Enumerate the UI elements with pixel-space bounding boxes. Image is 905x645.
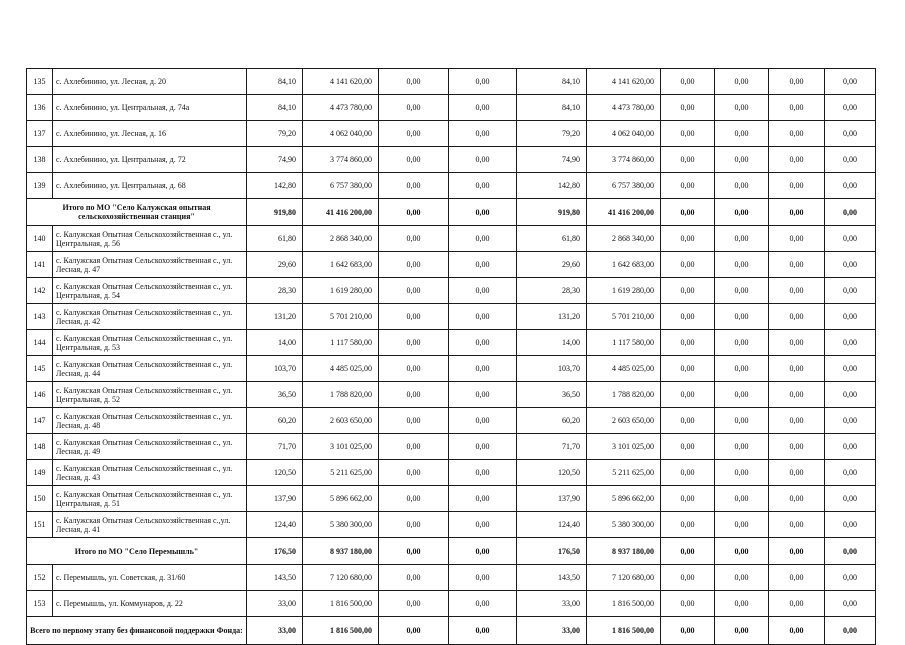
row-number: 151 — [27, 512, 53, 538]
value-cell: 4 473 780,00 — [587, 95, 661, 121]
value-cell: 33,00 — [247, 617, 303, 645]
value-cell: 0,00 — [715, 408, 769, 434]
value-cell: 0,00 — [449, 460, 517, 486]
value-cell: 0,00 — [715, 434, 769, 460]
value-cell: 0,00 — [449, 512, 517, 538]
value-cell: 1 642 683,00 — [303, 252, 379, 278]
value-cell: 0,00 — [379, 486, 449, 512]
value-cell: 41 416 200,00 — [587, 199, 661, 226]
value-cell: 0,00 — [715, 382, 769, 408]
row-number: 148 — [27, 434, 53, 460]
row-number: 140 — [27, 226, 53, 252]
row-number: 150 — [27, 486, 53, 512]
value-cell: 0,00 — [825, 173, 876, 199]
value-cell: 60,20 — [517, 408, 587, 434]
value-cell: 0,00 — [661, 408, 715, 434]
table-row — [27, 356, 876, 382]
value-cell: 0,00 — [715, 147, 769, 173]
value-cell: 0,00 — [769, 538, 825, 565]
address-cell: с. Ахлебинино, ул. Центральная, д. 72 — [53, 147, 247, 173]
value-cell: 0,00 — [825, 565, 876, 591]
row-number: 139 — [27, 173, 53, 199]
value-cell: 120,50 — [247, 460, 303, 486]
value-cell: 124,40 — [247, 512, 303, 538]
value-cell: 0,00 — [661, 538, 715, 565]
value-cell: 0,00 — [661, 226, 715, 252]
value-cell: 0,00 — [661, 199, 715, 226]
table-row — [27, 591, 876, 617]
address-cell: с. Перемышль, ул. Советская, д. 31/60 — [53, 565, 247, 591]
value-cell: 137,90 — [517, 486, 587, 512]
table-row — [27, 173, 876, 199]
value-cell: 0,00 — [661, 69, 715, 95]
value-cell: 4 473 780,00 — [303, 95, 379, 121]
value-cell: 84,10 — [517, 95, 587, 121]
value-cell: 0,00 — [769, 121, 825, 147]
value-cell: 7 120 680,00 — [303, 565, 379, 591]
value-cell: 0,00 — [769, 460, 825, 486]
value-cell: 176,50 — [247, 538, 303, 565]
value-cell: 71,70 — [247, 434, 303, 460]
value-cell: 2 603 650,00 — [303, 408, 379, 434]
value-cell: 142,80 — [517, 173, 587, 199]
value-cell: 143,50 — [517, 565, 587, 591]
value-cell: 0,00 — [379, 512, 449, 538]
value-cell: 79,20 — [247, 121, 303, 147]
table-row — [27, 330, 876, 356]
row-number: 143 — [27, 304, 53, 330]
value-cell: 0,00 — [449, 486, 517, 512]
value-cell: 60,20 — [247, 408, 303, 434]
value-cell: 33,00 — [517, 617, 587, 645]
value-cell: 1 619 280,00 — [587, 278, 661, 304]
value-cell: 5 380 300,00 — [587, 512, 661, 538]
value-cell: 0,00 — [769, 95, 825, 121]
value-cell: 143,50 — [247, 565, 303, 591]
address-cell: с. Калужская Опытная Сельскохозяйственная с., ул. Лесная, д. 43 — [53, 460, 247, 486]
value-cell: 0,00 — [769, 382, 825, 408]
value-cell: 0,00 — [825, 591, 876, 617]
row-number: 149 — [27, 460, 53, 486]
value-cell: 120,50 — [517, 460, 587, 486]
value-cell: 7 120 680,00 — [587, 565, 661, 591]
row-number: 141 — [27, 252, 53, 278]
value-cell: 1 816 500,00 — [303, 591, 379, 617]
address-cell: с. Калужская Опытная Сельскохозяйственная с., ул. Лесная, д. 44 — [53, 356, 247, 382]
value-cell: 41 416 200,00 — [303, 199, 379, 226]
address-cell: с. Ахлебинино, ул. Центральная, д. 74а — [53, 95, 247, 121]
value-cell: 1 816 500,00 — [303, 617, 379, 645]
value-cell: 0,00 — [449, 330, 517, 356]
value-cell: 0,00 — [379, 408, 449, 434]
value-cell: 33,00 — [517, 591, 587, 617]
subtotal-row — [27, 538, 876, 565]
value-cell: 0,00 — [449, 538, 517, 565]
value-cell: 0,00 — [769, 486, 825, 512]
value-cell: 0,00 — [661, 147, 715, 173]
value-cell: 0,00 — [769, 330, 825, 356]
table-row — [27, 486, 876, 512]
value-cell: 5 211 625,00 — [303, 460, 379, 486]
value-cell: 0,00 — [449, 95, 517, 121]
value-cell: 0,00 — [449, 252, 517, 278]
value-cell: 0,00 — [379, 460, 449, 486]
value-cell: 0,00 — [449, 591, 517, 617]
value-cell: 4 141 620,00 — [587, 69, 661, 95]
table-body — [27, 69, 876, 645]
subtotal-label: Итого по МО "Село Калужская опытная сельскохозяйственная станция" — [27, 199, 247, 226]
value-cell: 0,00 — [661, 591, 715, 617]
address-cell: с. Ахлебинино, ул. Центральная, д. 68 — [53, 173, 247, 199]
value-cell: 0,00 — [449, 356, 517, 382]
value-cell: 1 117 580,00 — [303, 330, 379, 356]
row-number: 146 — [27, 382, 53, 408]
value-cell: 14,00 — [517, 330, 587, 356]
value-cell: 0,00 — [769, 199, 825, 226]
value-cell: 1 788 820,00 — [303, 382, 379, 408]
value-cell: 2 868 340,00 — [587, 226, 661, 252]
value-cell: 4 062 040,00 — [587, 121, 661, 147]
value-cell: 1 619 280,00 — [303, 278, 379, 304]
value-cell: 0,00 — [825, 486, 876, 512]
address-cell: с. Калужская Опытная Сельскохозяйственная с., ул. Центральная, д. 53 — [53, 330, 247, 356]
total-label: Всего по первому этапу без финансовой поддержки Фонда: — [27, 617, 247, 645]
value-cell: 61,80 — [517, 226, 587, 252]
value-cell: 1 788 820,00 — [587, 382, 661, 408]
value-cell: 0,00 — [449, 199, 517, 226]
value-cell: 0,00 — [715, 486, 769, 512]
value-cell: 0,00 — [825, 434, 876, 460]
value-cell: 0,00 — [825, 226, 876, 252]
value-cell: 0,00 — [769, 356, 825, 382]
address-cell: с. Калужская Опытная Сельскохозяйственная с., ул. Центральная, д. 54 — [53, 278, 247, 304]
value-cell: 0,00 — [379, 69, 449, 95]
value-cell: 0,00 — [379, 95, 449, 121]
value-cell: 0,00 — [449, 434, 517, 460]
table-row — [27, 408, 876, 434]
value-cell: 6 757 380,00 — [587, 173, 661, 199]
value-cell: 0,00 — [825, 408, 876, 434]
value-cell: 0,00 — [379, 330, 449, 356]
value-cell: 0,00 — [825, 356, 876, 382]
address-cell: с. Калужская Опытная Сельскохозяйственная с., ул. Центральная, д. 51 — [53, 486, 247, 512]
value-cell: 0,00 — [661, 330, 715, 356]
value-cell: 3 774 860,00 — [587, 147, 661, 173]
value-cell: 0,00 — [661, 434, 715, 460]
value-cell: 0,00 — [715, 95, 769, 121]
address-cell: с. Калужская Опытная Сельскохозяйственная с.,ул. Лесная, д. 41 — [53, 512, 247, 538]
value-cell: 0,00 — [769, 591, 825, 617]
row-number: 137 — [27, 121, 53, 147]
value-cell: 0,00 — [379, 591, 449, 617]
value-cell: 5 701 210,00 — [587, 304, 661, 330]
table-row — [27, 434, 876, 460]
row-number: 142 — [27, 278, 53, 304]
value-cell: 71,70 — [517, 434, 587, 460]
value-cell: 8 937 180,00 — [587, 538, 661, 565]
value-cell: 0,00 — [825, 95, 876, 121]
data-table — [26, 68, 876, 645]
value-cell: 6 757 380,00 — [303, 173, 379, 199]
value-cell: 5 701 210,00 — [303, 304, 379, 330]
value-cell: 84,10 — [247, 95, 303, 121]
total-row — [27, 617, 876, 645]
value-cell: 137,90 — [247, 486, 303, 512]
table-row — [27, 565, 876, 591]
value-cell: 0,00 — [825, 69, 876, 95]
value-cell: 0,00 — [769, 408, 825, 434]
address-cell: с. Ахлебинино, ул. Лесная, д. 16 — [53, 121, 247, 147]
value-cell: 0,00 — [379, 565, 449, 591]
value-cell: 0,00 — [661, 512, 715, 538]
value-cell: 176,50 — [517, 538, 587, 565]
row-number: 138 — [27, 147, 53, 173]
value-cell: 142,80 — [247, 173, 303, 199]
value-cell: 29,60 — [247, 252, 303, 278]
value-cell: 74,90 — [247, 147, 303, 173]
value-cell: 84,10 — [517, 69, 587, 95]
value-cell: 0,00 — [379, 121, 449, 147]
row-number: 152 — [27, 565, 53, 591]
value-cell: 131,20 — [247, 304, 303, 330]
value-cell: 0,00 — [715, 460, 769, 486]
value-cell: 0,00 — [449, 617, 517, 645]
value-cell: 0,00 — [715, 591, 769, 617]
value-cell: 84,10 — [247, 69, 303, 95]
subtotal-row — [27, 199, 876, 226]
table-row — [27, 278, 876, 304]
table-row — [27, 460, 876, 486]
table-row — [27, 252, 876, 278]
value-cell: 0,00 — [379, 252, 449, 278]
value-cell: 0,00 — [715, 538, 769, 565]
value-cell: 0,00 — [661, 460, 715, 486]
row-number: 136 — [27, 95, 53, 121]
table-row — [27, 304, 876, 330]
value-cell: 124,40 — [517, 512, 587, 538]
value-cell: 0,00 — [449, 147, 517, 173]
value-cell: 0,00 — [449, 565, 517, 591]
value-cell: 8 937 180,00 — [303, 538, 379, 565]
value-cell: 79,20 — [517, 121, 587, 147]
value-cell: 0,00 — [715, 121, 769, 147]
value-cell: 919,80 — [517, 199, 587, 226]
value-cell: 28,30 — [247, 278, 303, 304]
value-cell: 0,00 — [715, 69, 769, 95]
value-cell: 0,00 — [769, 512, 825, 538]
value-cell: 14,00 — [247, 330, 303, 356]
value-cell: 61,80 — [247, 226, 303, 252]
value-cell: 0,00 — [449, 173, 517, 199]
value-cell: 0,00 — [715, 512, 769, 538]
value-cell: 0,00 — [825, 147, 876, 173]
value-cell: 0,00 — [825, 252, 876, 278]
value-cell: 4 141 620,00 — [303, 69, 379, 95]
value-cell: 0,00 — [715, 617, 769, 645]
value-cell: 1 816 500,00 — [587, 591, 661, 617]
value-cell: 0,00 — [661, 173, 715, 199]
value-cell: 0,00 — [769, 252, 825, 278]
value-cell: 0,00 — [379, 356, 449, 382]
value-cell: 2 868 340,00 — [303, 226, 379, 252]
address-cell: с. Калужская Опытная Сельскохозяйственная с., ул. Лесная, д. 42 — [53, 304, 247, 330]
value-cell: 0,00 — [825, 199, 876, 226]
value-cell: 0,00 — [769, 304, 825, 330]
value-cell: 5 380 300,00 — [303, 512, 379, 538]
value-cell: 0,00 — [449, 304, 517, 330]
value-cell: 2 603 650,00 — [587, 408, 661, 434]
subtotal-label: Итого по МО "Село Перемышль" — [27, 538, 247, 565]
value-cell: 0,00 — [449, 69, 517, 95]
value-cell: 0,00 — [661, 278, 715, 304]
value-cell: 0,00 — [715, 199, 769, 226]
value-cell: 0,00 — [715, 304, 769, 330]
value-cell: 0,00 — [661, 356, 715, 382]
value-cell: 0,00 — [661, 617, 715, 645]
value-cell: 0,00 — [825, 121, 876, 147]
value-cell: 0,00 — [769, 147, 825, 173]
row-number: 144 — [27, 330, 53, 356]
value-cell: 0,00 — [449, 278, 517, 304]
value-cell: 1 117 580,00 — [587, 330, 661, 356]
value-cell: 0,00 — [449, 408, 517, 434]
value-cell: 0,00 — [825, 278, 876, 304]
value-cell: 0,00 — [379, 434, 449, 460]
value-cell: 0,00 — [661, 95, 715, 121]
value-cell: 0,00 — [769, 173, 825, 199]
value-cell: 0,00 — [715, 330, 769, 356]
address-cell: с. Калужская Опытная Сельскохозяйственная с., ул. Лесная, д. 48 — [53, 408, 247, 434]
value-cell: 0,00 — [661, 565, 715, 591]
value-cell: 5 896 662,00 — [587, 486, 661, 512]
value-cell: 0,00 — [825, 538, 876, 565]
value-cell: 4 485 025,00 — [303, 356, 379, 382]
value-cell: 29,60 — [517, 252, 587, 278]
value-cell: 0,00 — [449, 226, 517, 252]
value-cell: 103,70 — [247, 356, 303, 382]
value-cell: 36,50 — [247, 382, 303, 408]
value-cell: 0,00 — [379, 147, 449, 173]
value-cell: 0,00 — [379, 199, 449, 226]
table-row — [27, 95, 876, 121]
table-row — [27, 512, 876, 538]
value-cell: 0,00 — [449, 382, 517, 408]
value-cell: 5 211 625,00 — [587, 460, 661, 486]
value-cell: 0,00 — [379, 304, 449, 330]
value-cell: 0,00 — [379, 382, 449, 408]
value-cell: 4 062 040,00 — [303, 121, 379, 147]
value-cell: 0,00 — [825, 460, 876, 486]
value-cell: 0,00 — [661, 304, 715, 330]
value-cell: 5 896 662,00 — [303, 486, 379, 512]
value-cell: 0,00 — [825, 304, 876, 330]
value-cell: 131,20 — [517, 304, 587, 330]
table-row — [27, 121, 876, 147]
value-cell: 36,50 — [517, 382, 587, 408]
value-cell: 0,00 — [379, 173, 449, 199]
value-cell: 103,70 — [517, 356, 587, 382]
value-cell: 33,00 — [247, 591, 303, 617]
value-cell: 0,00 — [769, 69, 825, 95]
value-cell: 0,00 — [769, 617, 825, 645]
table-row — [27, 226, 876, 252]
address-cell: с. Калужская Опытная Сельскохозяйственная с., ул. Лесная, д. 47 — [53, 252, 247, 278]
address-cell: с. Калужская Опытная Сельскохозяйственная с., ул. Центральная, д. 52 — [53, 382, 247, 408]
value-cell: 0,00 — [661, 252, 715, 278]
value-cell: 4 485 025,00 — [587, 356, 661, 382]
value-cell: 0,00 — [715, 356, 769, 382]
row-number: 153 — [27, 591, 53, 617]
address-cell: с. Перемышль, ул. Коммунаров, д. 22 — [53, 591, 247, 617]
value-cell: 0,00 — [715, 226, 769, 252]
value-cell: 0,00 — [379, 538, 449, 565]
value-cell: 0,00 — [661, 486, 715, 512]
value-cell: 0,00 — [379, 278, 449, 304]
address-cell: с. Калужская Опытная Сельскохозяйственная с., ул. Центральная, д. 56 — [53, 226, 247, 252]
value-cell: 0,00 — [449, 121, 517, 147]
value-cell: 0,00 — [715, 565, 769, 591]
value-cell: 919,80 — [247, 199, 303, 226]
document-sheet — [26, 68, 875, 635]
table-row — [27, 69, 876, 95]
value-cell: 0,00 — [769, 226, 825, 252]
row-number: 147 — [27, 408, 53, 434]
value-cell: 1 642 683,00 — [587, 252, 661, 278]
value-cell: 0,00 — [661, 382, 715, 408]
value-cell: 0,00 — [769, 565, 825, 591]
value-cell: 0,00 — [825, 330, 876, 356]
value-cell: 0,00 — [379, 226, 449, 252]
table-row — [27, 147, 876, 173]
value-cell: 0,00 — [661, 121, 715, 147]
value-cell: 3 101 025,00 — [587, 434, 661, 460]
row-number: 135 — [27, 69, 53, 95]
address-cell: с. Ахлебинино, ул. Лесная, д. 20 — [53, 69, 247, 95]
value-cell: 0,00 — [715, 278, 769, 304]
value-cell: 3 101 025,00 — [303, 434, 379, 460]
value-cell: 0,00 — [379, 617, 449, 645]
value-cell: 0,00 — [825, 512, 876, 538]
value-cell: 3 774 860,00 — [303, 147, 379, 173]
value-cell: 28,30 — [517, 278, 587, 304]
value-cell: 0,00 — [715, 173, 769, 199]
value-cell: 0,00 — [715, 252, 769, 278]
value-cell: 0,00 — [825, 617, 876, 645]
row-number: 145 — [27, 356, 53, 382]
table-row — [27, 382, 876, 408]
address-cell: с. Калужская Опытная Сельскохозяйственная с., ул. Лесная, д. 49 — [53, 434, 247, 460]
value-cell: 1 816 500,00 — [587, 617, 661, 645]
value-cell: 74,90 — [517, 147, 587, 173]
value-cell: 0,00 — [769, 278, 825, 304]
value-cell: 0,00 — [825, 382, 876, 408]
value-cell: 0,00 — [769, 434, 825, 460]
